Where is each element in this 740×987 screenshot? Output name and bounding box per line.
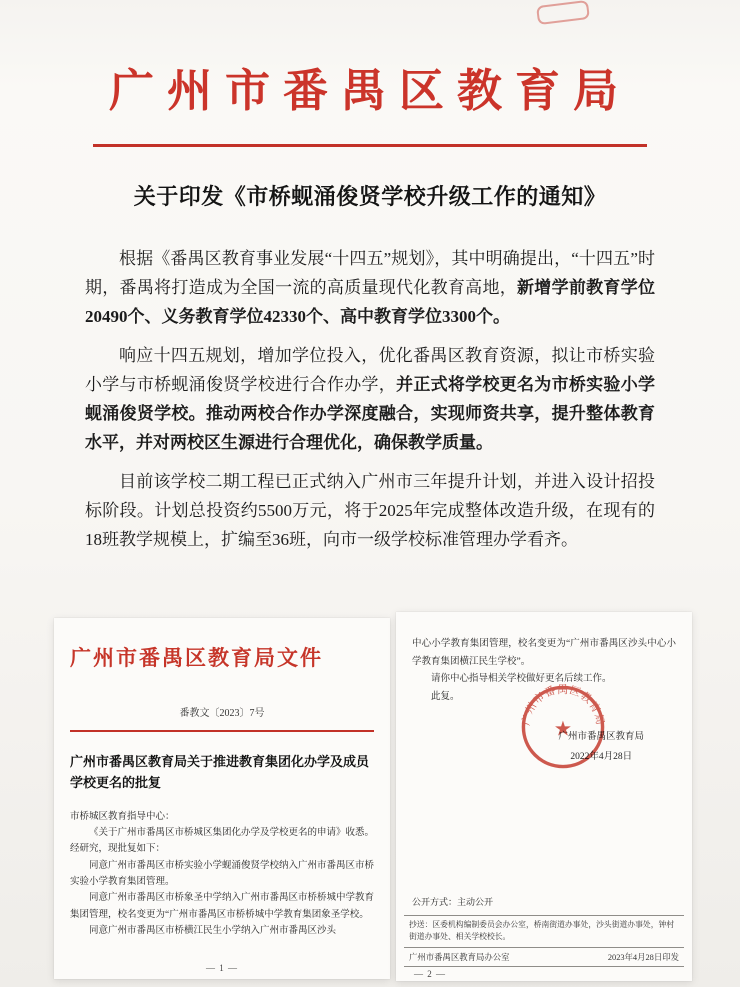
notice-paragraph: 响应十四五规划，增加学位投入，优化番禺区教育资源，拟让市桥实验小学与市桥蚬涌俊贤学校进行合作办学，并正式将学校更名为市桥实验小学蚬涌俊贤学校。推动两校合作办学深度融合，实现师资共享，提升整体教育水平，并对两校区生源进行合理优化，确保教学质量。 <box>85 346 655 452</box>
reply-doc-number: 番教文〔2023〕7号 <box>179 708 265 719</box>
page-number-2: — 2 — <box>414 969 446 979</box>
document-footer <box>404 915 684 967</box>
reply2-paragraph: 请你中心指导相关学校做好更名后续工作。 <box>431 674 612 685</box>
notice-title: 关于印发《市桥蚬涌俊贤学校升级工作的通知》 <box>133 184 607 209</box>
reply-body <box>70 825 374 939</box>
issuing-office: 广州市番禺区教育局办公室 <box>409 953 510 963</box>
signer-name: 广州市番禺区教育局 <box>558 732 644 742</box>
reply-paragraph: 同意广州市番禺区市桥横江民生小学纳入广州市番禺区沙头 <box>89 926 337 937</box>
reply-letterhead-divider <box>70 730 374 732</box>
notice-body <box>85 244 655 554</box>
reply-title: 广州市番禺区教育局关于推进教育集团化办学及成员学校更名的批复 <box>70 754 370 791</box>
reply-letterhead: 广州市番禺区教育局文件 <box>70 646 323 670</box>
reply2-paragraph: 此复。 <box>431 691 460 702</box>
signature-date: 2022年4月28日 <box>570 751 633 762</box>
seal-star-icon: ★ <box>553 718 573 741</box>
seal-text: 广州市番禺区教育局 <box>520 684 606 727</box>
reply-page-2 <box>396 612 692 981</box>
official-seal-icon <box>520 684 606 770</box>
attachment-pages <box>0 610 740 987</box>
reply-recipient: 市桥城区教育指导中心： <box>70 812 175 823</box>
notice-paragraph: 根据《番禺区教育事业发展“十四五”规划》，其中明确提出，“十四五”时期，番禺将打造成为全国一流的高质量现代化教育高地，新增学前教育学位20490个、义务教育学位42330个、高中教育学位3300个。 <box>85 249 655 326</box>
reply-paragraph: 《关于广州市番禺区市桥城区集团化办学及学校更名的申请》收悉。经研究，现批复如下： <box>70 828 375 855</box>
issue-row <box>404 948 684 967</box>
reply-paragraph: 同意广州市番禺区市桥象圣中学纳入广州市番禺区市桥桥城中学教育集团管理，校名变更为“广州市番禺区市桥桥城中学教育集团象圣学校。 <box>70 893 375 920</box>
reply-paragraph: 同意广州市番禺区市桥实验小学蚬涌俊贤学校纳入广州市番禺区市桥实验小学教育集团管理。 <box>70 860 375 888</box>
issue-date: 2023年4月28日印发 <box>607 953 679 963</box>
page-number-1: — 1 — <box>206 963 238 973</box>
letterhead-divider <box>93 144 647 147</box>
bureau-letterhead: 广州市番禺区教育局 <box>108 66 631 116</box>
disclosure-line: 公开方式：主动公开 <box>412 897 494 907</box>
cc-line: 抄送：区委机构编制委员会办公室，桥南街道办事处，沙头街道办事处，钟村街道办事处、相关学校校长。 <box>404 916 684 948</box>
notice-paragraph: 目前该学校二期工程已正式纳入广州市三年提升计划，并进入设计招投标阶段。计划总投资约5500万元，将于2025年完成整体改造升级，在现有的18班教学规模上，扩编至36班，向市一级学校标准管理办学看齐。 <box>85 472 655 549</box>
reply-page-1 <box>54 618 390 979</box>
reply2-paragraph: 中心小学教育集团管理，校名变更为“广州市番禺区沙头中心小学教育集团横江民生学校”。 <box>412 639 676 667</box>
